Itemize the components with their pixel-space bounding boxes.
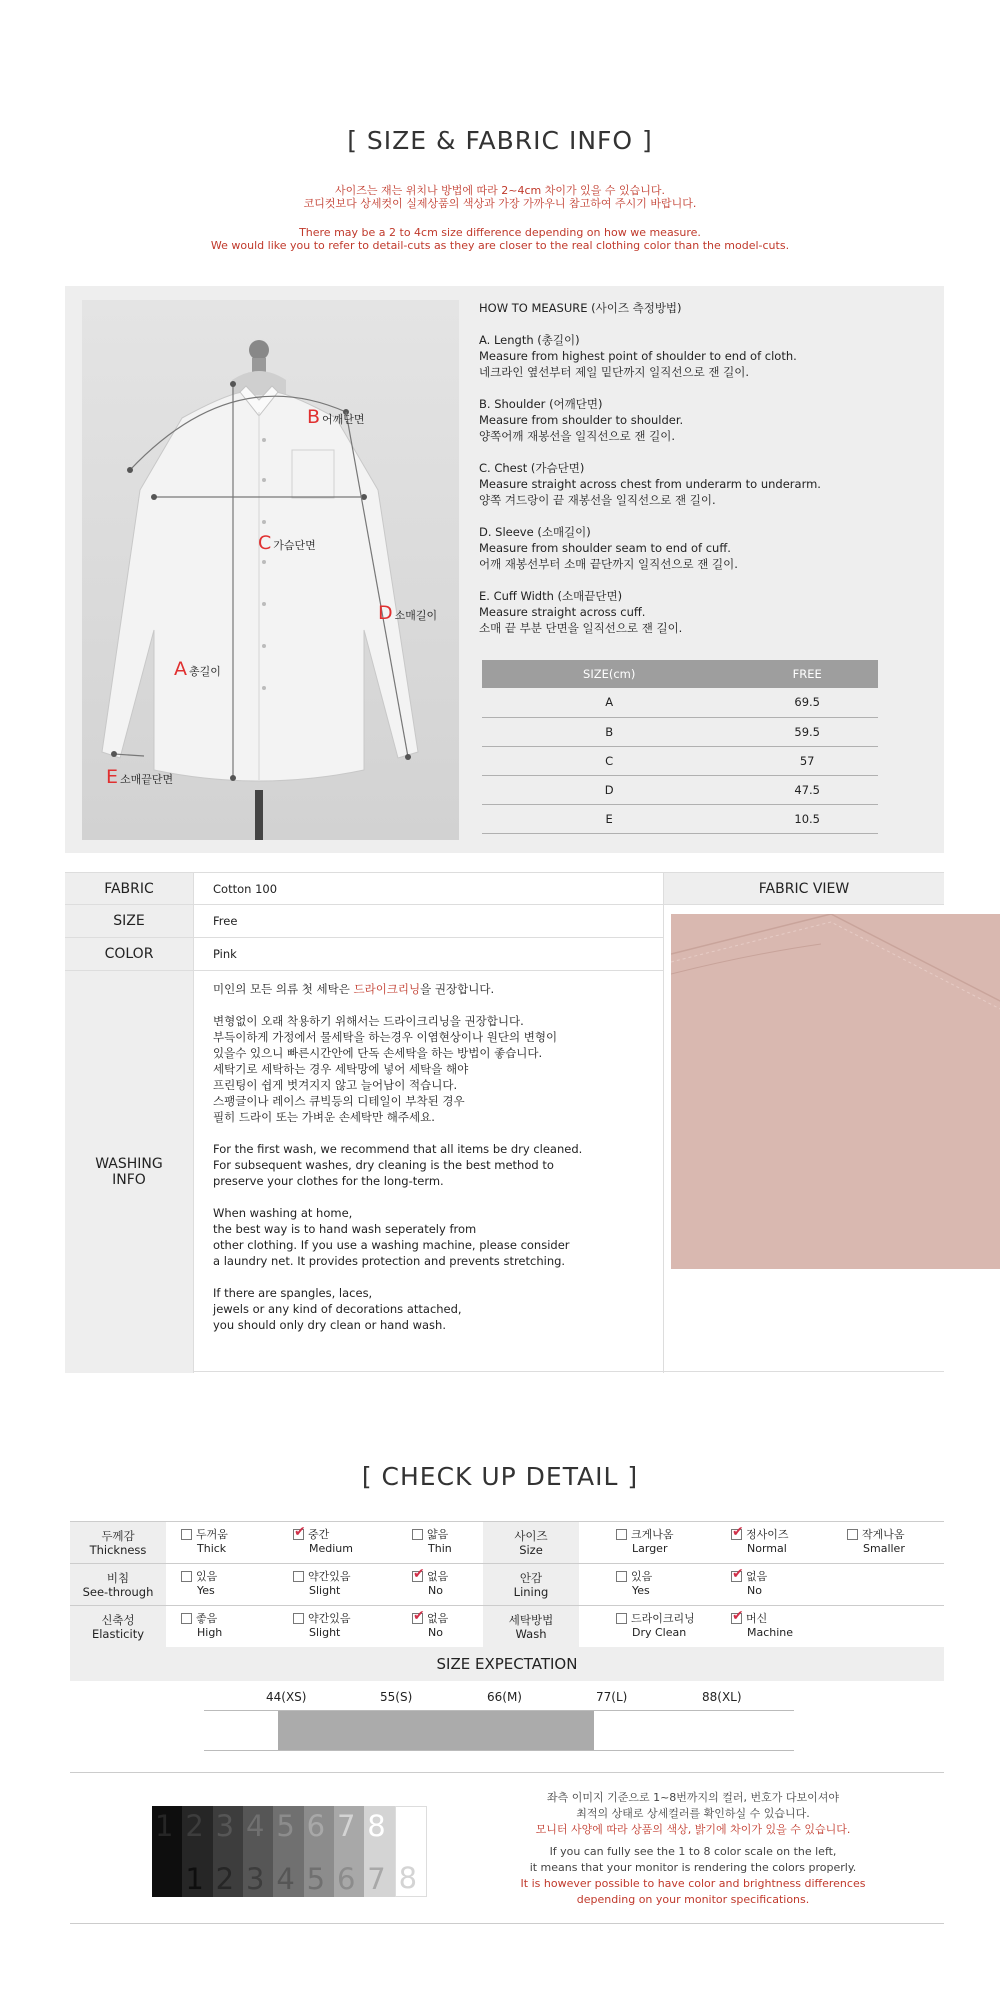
- color-scale-number: 3: [215, 1809, 235, 1843]
- how-to-sleeve: D. Sleeve (소매길이) Measure from shoulder seam to end of cuff. 어깨 재봉선부터 소매 끝단까지 일직선으로 잰 길이.: [479, 525, 738, 571]
- size-table: [482, 660, 878, 834]
- color-scale-number: 5: [306, 1862, 326, 1896]
- lining-label: 안감 Lining: [483, 1564, 579, 1605]
- thickness-option-medium[interactable]: ✔중간 Medium: [293, 1528, 353, 1556]
- size-option-smaller[interactable]: 작게나옴 Smaller: [847, 1528, 905, 1556]
- color-calibration-section: [70, 1772, 944, 1924]
- color-scale-cell: [304, 1806, 334, 1897]
- size-expectation-label: 88(XL): [702, 1690, 742, 1704]
- checkbox-icon: [412, 1529, 423, 1540]
- checkbox-icon: [181, 1613, 192, 1624]
- size-table-header-cell: FREE: [736, 660, 878, 688]
- color-scale-cell: [395, 1806, 427, 1897]
- checkbox-checked-icon: [293, 1529, 304, 1540]
- size-option-normal[interactable]: ✔정사이즈 Normal: [731, 1528, 789, 1556]
- fabric-info-table: [65, 872, 944, 1372]
- how-to-measure: [479, 300, 919, 652]
- table-row: D 47.5: [482, 775, 878, 804]
- check-row-elasticity-wash: [70, 1606, 944, 1648]
- checkbox-checked-icon: [412, 1613, 423, 1624]
- color-scale-number: 6: [306, 1809, 326, 1843]
- color-scale-cell: [334, 1806, 364, 1897]
- checkbox-checked-icon: [412, 1571, 423, 1582]
- elasticity-label: 신축성 Elasticity: [70, 1606, 166, 1647]
- size-expectation-title: SIZE EXPECTATION: [70, 1647, 944, 1681]
- diagram-label-b: B어깨단면: [307, 406, 365, 428]
- see-through-option-no[interactable]: ✔없음 No: [412, 1570, 448, 1598]
- table-row: B 59.5: [482, 717, 878, 746]
- color-scale-number: 4: [245, 1809, 265, 1843]
- color-scale-cell: [152, 1806, 182, 1897]
- washing-info-text: 미인의 모든 의류 첫 세탁은 드라이크리닝을 권장합니다. 변형없이 오래 착용하기 위해서는 드라이크리닝을 권장합니다. 부득이하게 가정에서 물세탁을 하는경우 이염현상이나 원단의 변형이 있을수 있으니 빠른시간안에 단독 손세탁을 하는 방법이 좋습니다. 세탁기로 세탁하는 경우 세탁망에 넣어 세탁을 해야 프린팅이 쉽게 벗겨지지 않고 늘어남이 적습니다. 스팽글이나 레이스 큐빅등의 디테일이 부착된 경우 필히 드라이 또는 가벼운 손세탁만 해주세요. For the first wash, we recommend that all items be dry cleaned. For subsequent washes, dry cleaning is the best method to preserve your clothes for the long-term. When washing at home, the best way is to hand wash seperately from other clothing. If you use a washing machine, please consider a laundry net. It provides protection and prevents stretching. If there are spangles, laces, jewels or any kind of decorations attached, you should only dry clean or hand wash.: [193, 971, 663, 1373]
- color-scale-number: 1: [155, 1809, 174, 1843]
- table-row: C 57: [482, 746, 878, 775]
- color-scale-cell: [273, 1806, 303, 1897]
- size-fit-label: 사이즈 Size: [483, 1522, 579, 1563]
- color-scale-number: 3: [245, 1862, 265, 1896]
- elasticity-option-slight[interactable]: 약간있음 Slight: [293, 1612, 351, 1640]
- wash-option-machine[interactable]: ✔머신 Machine: [731, 1612, 793, 1640]
- fabric-value: Cotton 100: [193, 873, 663, 905]
- color-scale-number: 1: [185, 1862, 204, 1896]
- measure-section: [65, 286, 944, 853]
- checkbox-icon: [293, 1571, 304, 1582]
- checkbox-icon: [181, 1529, 192, 1540]
- elasticity-option-high[interactable]: 좋음 High: [181, 1612, 222, 1640]
- size-label: SIZE: [65, 905, 193, 938]
- color-scale-number: 5: [276, 1809, 295, 1843]
- check-up-table: [70, 1521, 944, 1648]
- lining-option-yes[interactable]: 있음 Yes: [616, 1570, 652, 1598]
- wash-label: 세탁방법 Wash: [483, 1606, 579, 1647]
- check-up-title: [ CHECK UP DETAIL ]: [361, 1462, 639, 1491]
- color-scale-cell: [213, 1806, 243, 1897]
- see-through-option-slight[interactable]: 약간있음 Slight: [293, 1570, 351, 1598]
- notice-ko-1: 사이즈는 재는 위치나 방법에 따라 2~4cm 차이가 있을 수 있습니다.: [335, 184, 665, 197]
- size-fabric-title: [ SIZE & FABRIC INFO ]: [347, 126, 653, 155]
- color-value: Pink: [193, 938, 663, 971]
- size-value: Free: [193, 905, 663, 938]
- checkbox-icon: [293, 1613, 304, 1624]
- calibration-en-2: it means that your monitor is rendering the colors properly.: [529, 1861, 857, 1874]
- color-scale-number: 8: [367, 1809, 386, 1843]
- see-through-label: 비침 See-through: [70, 1564, 166, 1605]
- diagram-label-d: D소매길이: [378, 602, 438, 624]
- checkbox-icon: [616, 1529, 627, 1540]
- fabric-label: FABRIC: [65, 873, 193, 905]
- diagram-label-e: E소매끝단면: [106, 766, 174, 788]
- check-row-seethrough-lining: [70, 1564, 944, 1606]
- how-to-heading: HOW TO MEASURE (사이즈 측정방법): [479, 301, 682, 315]
- size-expectation-label: 44(XS): [266, 1690, 307, 1704]
- shirt-illustration: [82, 300, 459, 840]
- notice-en-1: There may be a 2 to 4cm size difference depending on how we measure.: [299, 226, 701, 239]
- checkbox-icon: [616, 1613, 627, 1624]
- calibration-ko-2: 최적의 상태로 상세컬러를 확인하실 수 있습니다.: [576, 1807, 810, 1820]
- checkbox-checked-icon: [731, 1529, 742, 1540]
- checkbox-icon: [181, 1571, 192, 1582]
- check-row-thickness-size: [70, 1522, 944, 1564]
- color-scale-number: 2: [215, 1862, 235, 1896]
- calibration-en-1: If you can fully see the 1 to 8 color scale on the left,: [549, 1845, 837, 1858]
- color-scale-cell: [243, 1806, 273, 1897]
- color-scale-cell: [364, 1806, 394, 1897]
- color-scale-number: 2: [185, 1809, 204, 1843]
- thickness-option-thin[interactable]: 얇음 Thin: [412, 1528, 452, 1556]
- calibration-en-3: It is however possible to have color and brightness differences: [520, 1877, 866, 1890]
- color-scale-cell: [182, 1806, 212, 1897]
- calibration-ko-3: 모니터 사양에 따라 상품의 색상, 밝기에 차이가 있을 수 있습니다.: [535, 1823, 851, 1836]
- size-expectation-label: 55(S): [380, 1690, 413, 1704]
- color-scale-number: 7: [367, 1862, 386, 1896]
- fabric-view-label: FABRIC VIEW: [664, 873, 944, 905]
- color-scale: [152, 1806, 427, 1897]
- size-table-header-cell: SIZE(cm): [482, 660, 736, 688]
- thickness-label: 두께감 Thickness: [70, 1522, 166, 1563]
- size-expectation-label: 77(L): [596, 1690, 628, 1704]
- how-to-cuff: E. Cuff Width (소매끝단면) Measure straight across cuff. 소매 끝 부분 단면을 일직선으로 잰 길이.: [479, 589, 683, 635]
- color-label: COLOR: [65, 938, 193, 971]
- washing-info-label: WASHING INFO: [65, 971, 193, 1373]
- size-table-header: [482, 660, 878, 688]
- diagram-label-c: C가슴단면: [258, 532, 316, 554]
- table-row: A 69.5: [482, 688, 878, 717]
- size-expectation-range: [278, 1711, 594, 1750]
- see-through-option-yes[interactable]: 있음 Yes: [181, 1570, 217, 1598]
- elasticity-option-no[interactable]: ✔없음 No: [412, 1612, 448, 1640]
- size-expectation-track: [204, 1710, 794, 1751]
- wash-option-dry-clean[interactable]: 드라이크리닝 Dry Clean: [616, 1612, 695, 1640]
- fabric-swatch: [671, 914, 1000, 1269]
- diagram-label-a: A총길이: [174, 658, 221, 680]
- shirt-measurement-diagram: [82, 300, 459, 840]
- checkbox-icon: [616, 1571, 627, 1582]
- fabric-view: [663, 873, 944, 1373]
- color-scale-number: 7: [336, 1809, 356, 1843]
- notice-ko-2: 코디컷보다 상세컷이 실제상품의 색상과 가장 가까우니 참고하여 주시기 바랍니다.: [303, 197, 697, 210]
- color-scale-number: 6: [336, 1862, 356, 1896]
- checkbox-icon: [847, 1529, 858, 1540]
- how-to-length: A. Length (총길이) Measure from highest point of shoulder to end of cloth. 네크라인 옆선부터 제일 밑단까지 일직선으로 잰 길이.: [479, 333, 797, 379]
- color-scale-number: 8: [398, 1861, 418, 1895]
- checkbox-checked-icon: [731, 1613, 742, 1624]
- calibration-en-4: depending on your monitor specifications.: [576, 1893, 810, 1906]
- how-to-shoulder: B. Shoulder (어깨단면) Measure from shoulder to shoulder. 양쪽어깨 재봉선을 일직선으로 잰 길이.: [479, 397, 684, 443]
- size-option-larger[interactable]: 크게나옴 Larger: [616, 1528, 674, 1556]
- color-scale-number: 4: [276, 1862, 295, 1896]
- how-to-chest: C. Chest (가슴단면) Measure straight across chest from underarm to underarm. 양쪽 겨드랑이 끝 재봉선을 일직선으로 잰 길이.: [479, 461, 821, 507]
- notice-en-2: We would like you to refer to detail-cuts as they are closer to the real clothing color than the model-cuts.: [210, 239, 790, 252]
- calibration-text: [476, 1790, 910, 1908]
- table-row: E 10.5: [482, 804, 878, 833]
- size-expectation-label: 66(M): [487, 1690, 522, 1704]
- lining-option-no[interactable]: ✔없음 No: [731, 1570, 767, 1598]
- thickness-option-thick[interactable]: 두꺼움 Thick: [181, 1528, 228, 1556]
- checkbox-checked-icon: [731, 1571, 742, 1582]
- calibration-ko-1: 좌측 이미지 기준으로 1~8번까지의 컬러, 번호가 다보이셔야: [546, 1791, 840, 1804]
